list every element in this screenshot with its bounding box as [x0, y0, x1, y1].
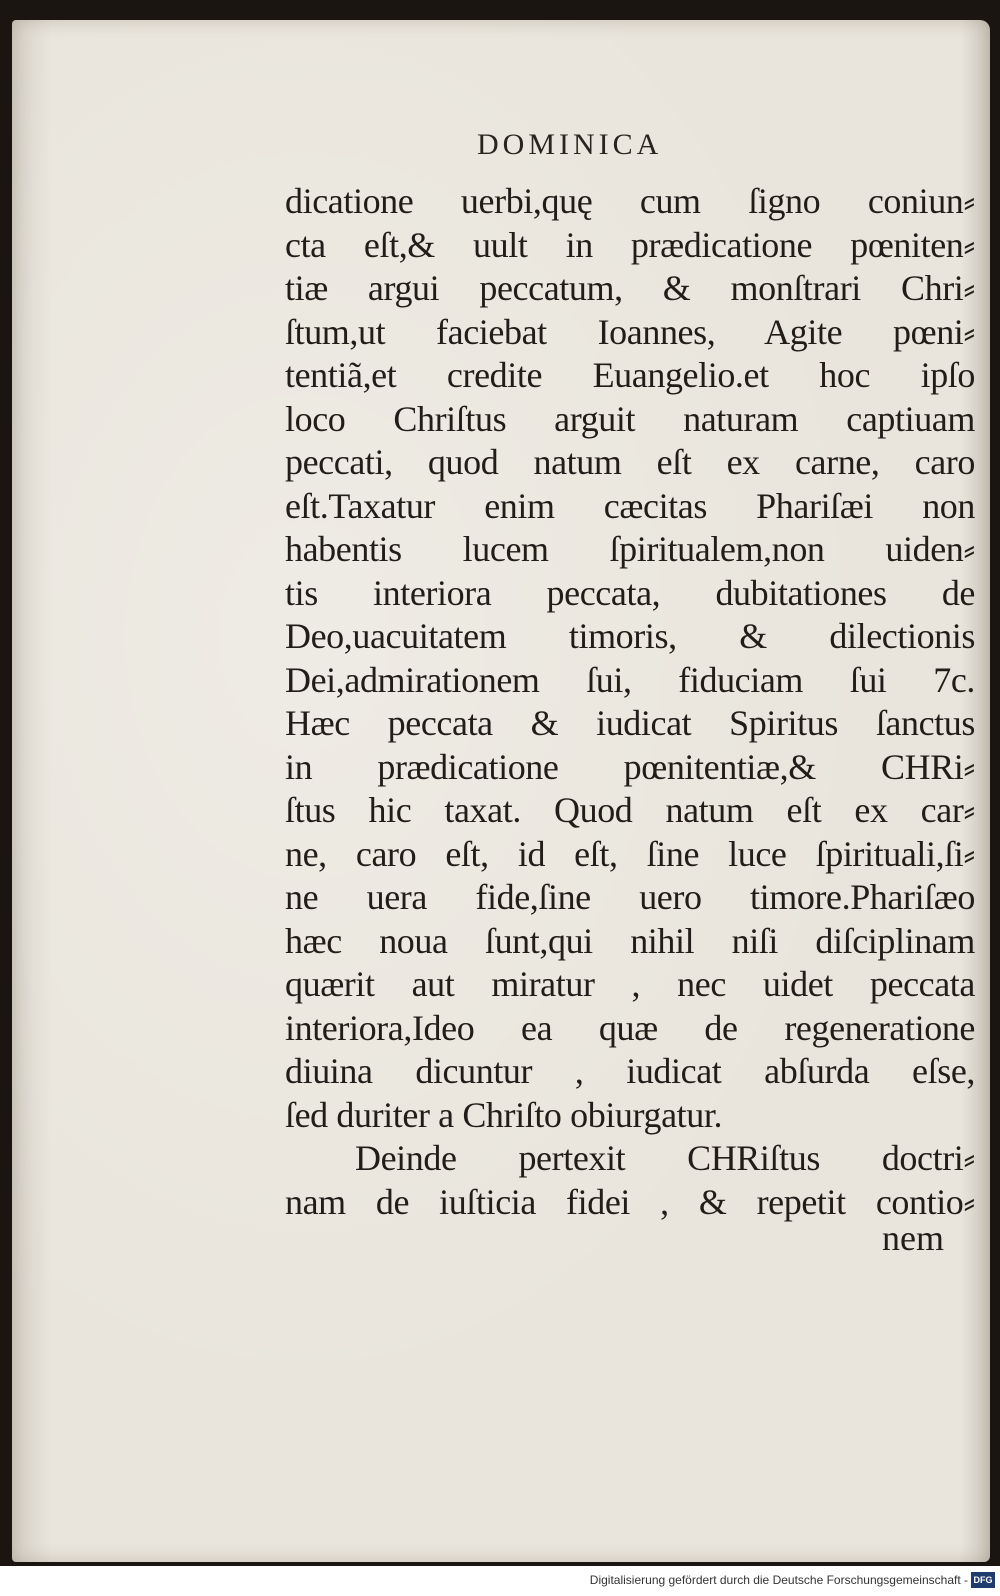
- text-line: nam de iuſticia fidei , & repetit contio⸗: [285, 1181, 975, 1222]
- text-line: ſtus hic taxat. Quod natum eſt ex car⸗: [285, 790, 975, 830]
- text-line: eſt.Taxatur enim cæcitas Phariſæi non: [285, 485, 975, 526]
- text-line: Deinde pertexit CHRiſtus doctri⸗: [355, 1138, 975, 1178]
- book-page: [12, 20, 990, 1562]
- text-line: ne, caro eſt, id eſt, ſine luce ſpirituali,ſi⸗: [285, 833, 975, 874]
- text-line: Hæc peccata & iudicat Spiritus ſanctus: [285, 703, 975, 743]
- text-line: Deo,uacuitatem timoris, & dilectionis: [285, 616, 975, 656]
- funding-credit: Digitalisierung gefördert durch die Deutsche Forschungsgemeinschaft -: [589, 1573, 968, 1587]
- dfg-logo-icon: DFG: [971, 1572, 995, 1588]
- text-line: tis interiora peccata, dubitationes de: [285, 572, 975, 613]
- footer-bar: [0, 1566, 1000, 1596]
- text-line: tiæ argui peccatum, & monſtrari Chri⸗: [285, 268, 975, 308]
- text-line: interiora,Ideo ea quæ de regeneratione: [285, 1007, 975, 1048]
- text-line: in prædicatione pœnitentiæ,& CHRi⸗: [285, 746, 975, 787]
- catchword: nem: [882, 1218, 944, 1258]
- text-line: tentiã,et credite Euangelio.et hoc ipſo: [285, 355, 975, 395]
- text-line: dicatione uerbi,quę cum ſigno coniun⸗: [285, 181, 975, 221]
- text-line: habentis lucem ſpiritualem,non uiden⸗: [285, 529, 975, 569]
- text-line: hæc noua ſunt,qui nihil niſi diſciplinam: [285, 920, 975, 961]
- text-line: Dei,admirationem ſui, fiduciam ſui 7c.: [285, 659, 975, 700]
- text-line: ſed duriter a Chriſto obiurgatur.: [285, 1094, 723, 1135]
- running-head: DOMINICA: [477, 128, 663, 161]
- body-text: [285, 180, 975, 1224]
- text-line: peccati, quod natum eſt ex carne, caro: [285, 442, 975, 482]
- text-line: ne uera fide,ſine uero timore.Phariſæo: [285, 877, 975, 917]
- text-line: cta eſt,& uult in prædicatione pœniten⸗: [285, 224, 975, 265]
- text-line: quærit aut miratur , nec uidet peccata: [285, 964, 975, 1004]
- text-line: diuina dicuntur , iudicat abſurda eſse,: [285, 1051, 975, 1091]
- text-line: ſtum,ut faciebat Ioannes, Agite pœni⸗: [285, 311, 975, 352]
- text-line: loco Chriſtus arguit naturam captiuam: [285, 398, 975, 439]
